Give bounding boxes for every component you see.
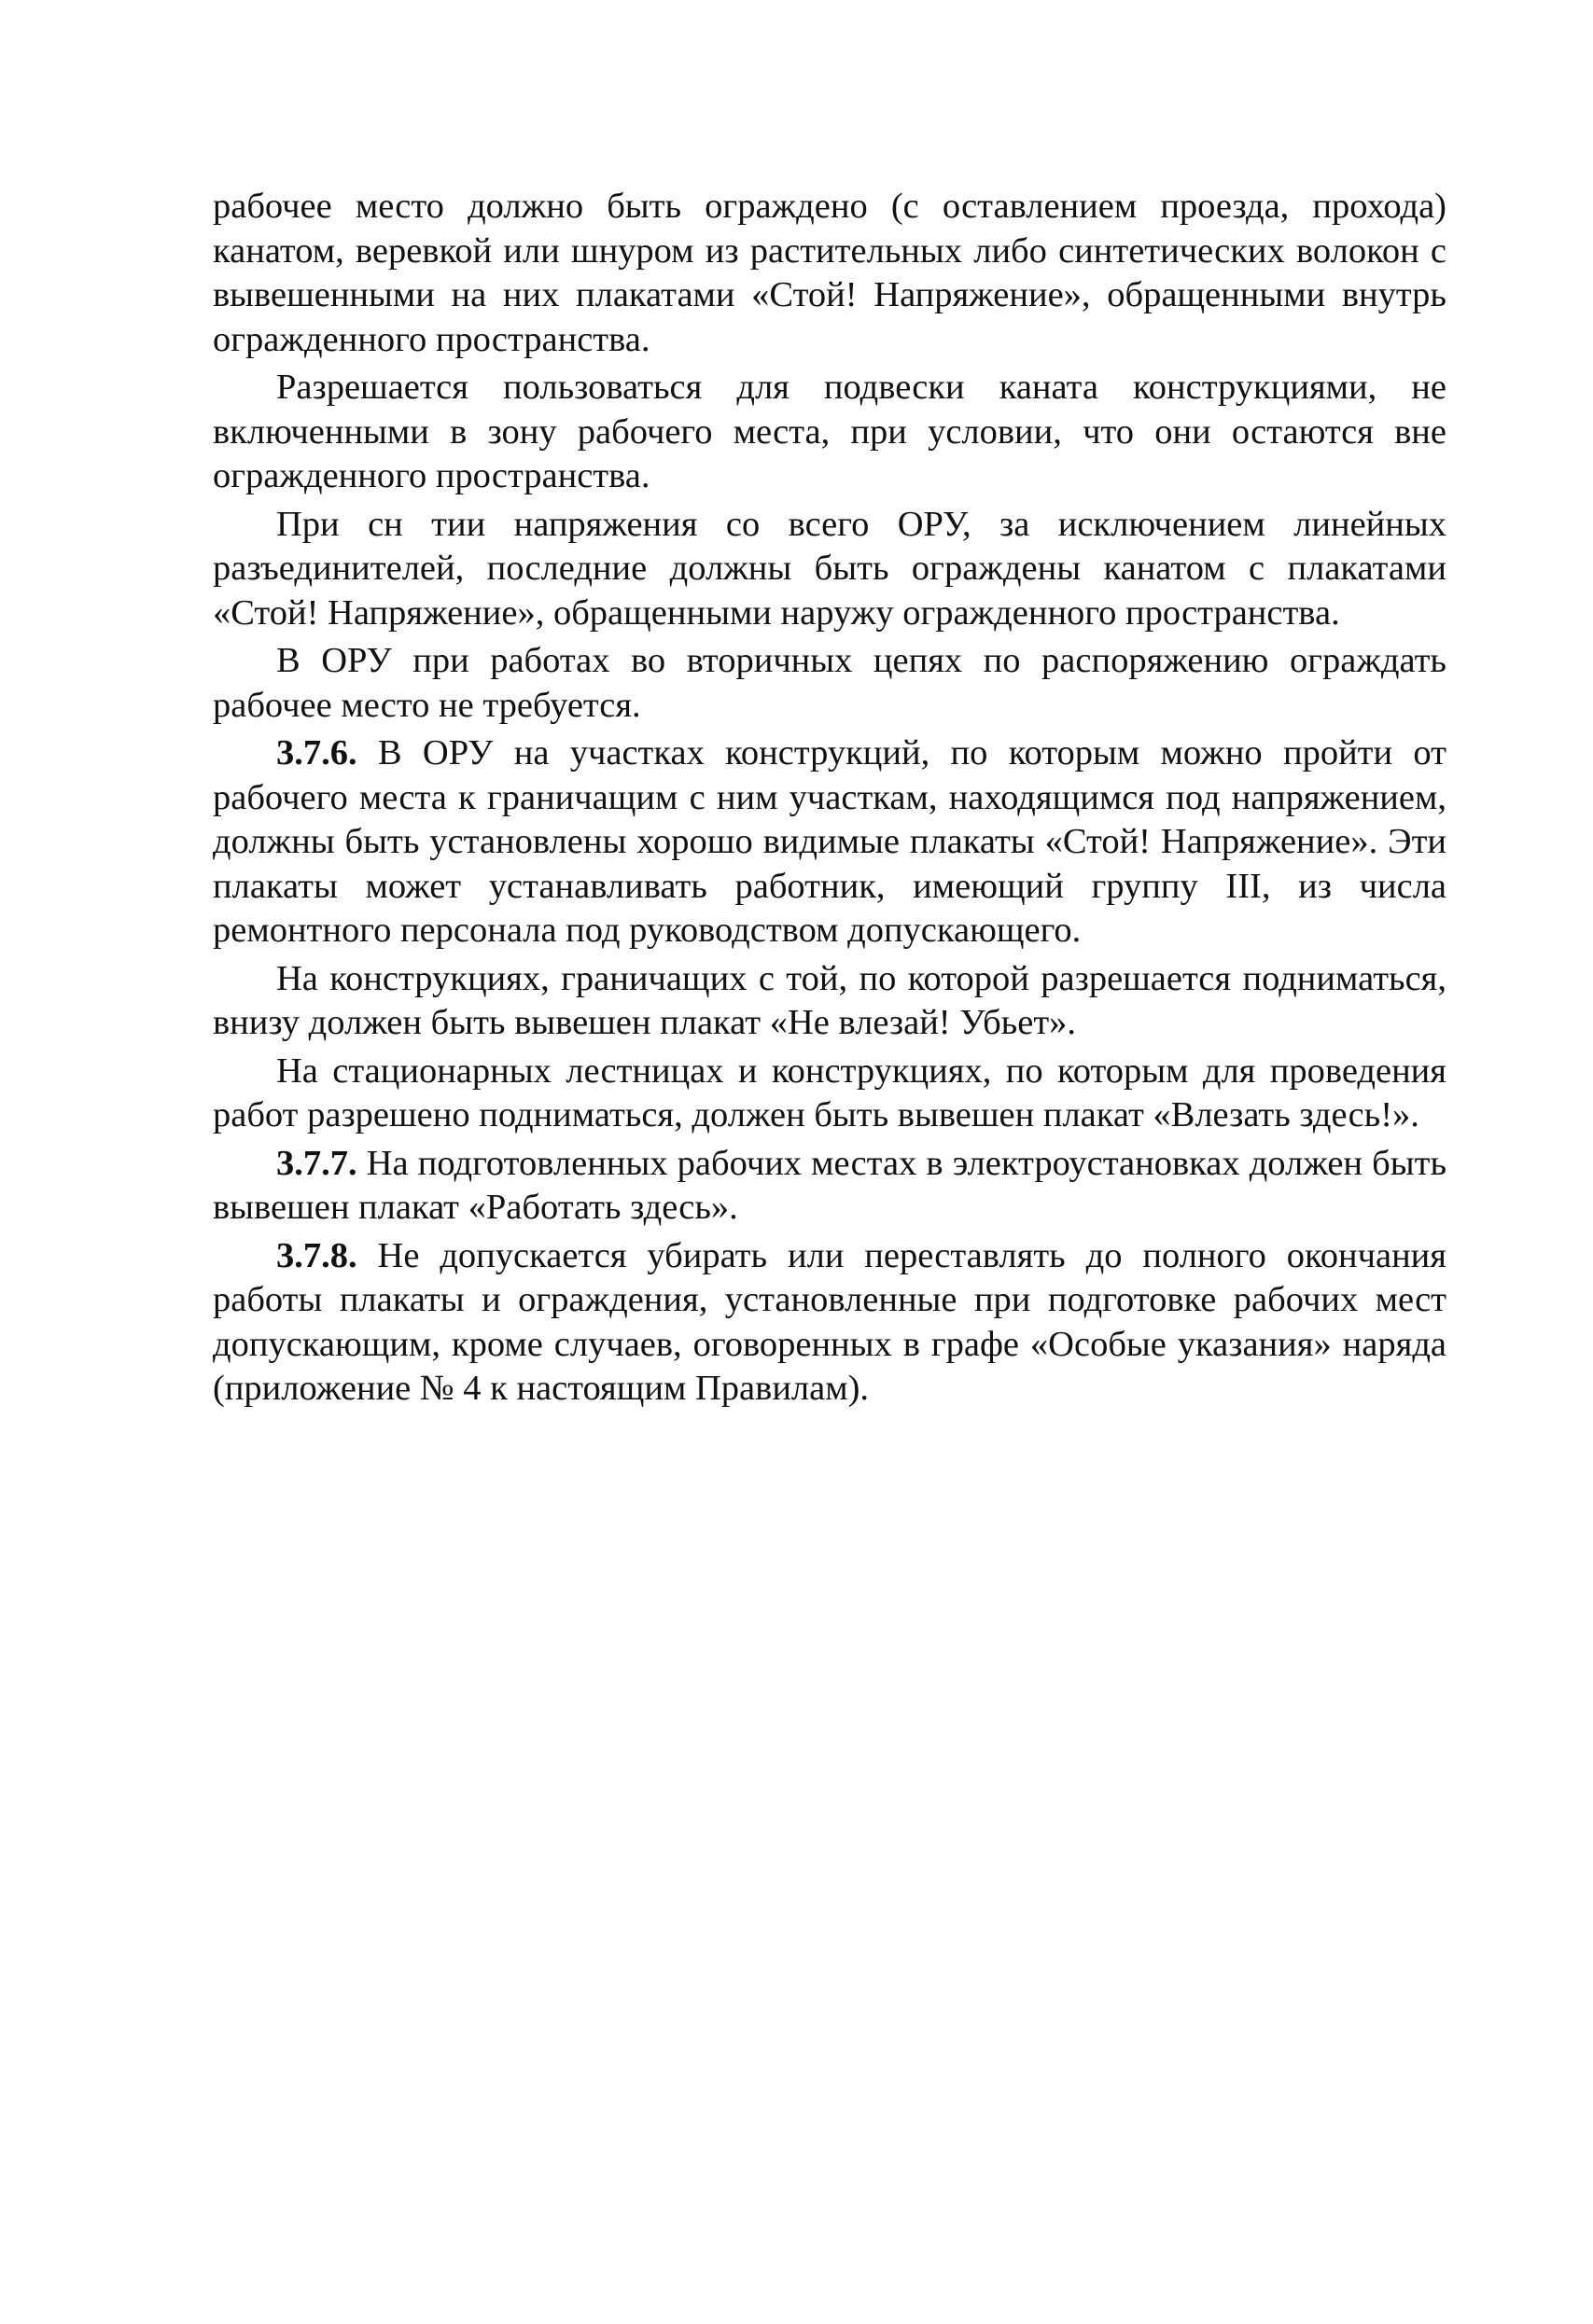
paragraph-text: На стационарных лестницах и конструкциях, по которым для проведения работ разрешено подниматься, должен быть вывешен плакат «Влезать здесь!». (213, 1051, 1446, 1134)
paragraph-text: На конструкциях, граничащих с той, по которой разрешается подниматься, внизу должен быть вывешен плакат «Не влезай! Убьет». (213, 958, 1446, 1042)
paragraph-text: рабочее место должно быть ограждено (с оставлением проезда, прохода) канатом, веревкой или шнуром из растительных либо синтетических волокон с вывешенными на них плакатами «Стой! Напряжение», обращенными внутрь огражденного пространства. (213, 187, 1446, 359)
section-3-7-6 (213, 731, 1446, 953)
paragraph-text: При сн тии напряжения со всего ОРУ, за исключением линейных разъединителей, последние должны быть ограждены канатом с плакатами «Стой! Напряжение», обращенными наружу огражденного пространства. (213, 504, 1446, 633)
paragraph-text: В ОРУ при работах во вторичных цепях по распоряжению ограждать рабочее место не требуется. (213, 641, 1446, 725)
paragraph-text: Разрешается пользоваться для подвески каната конструкциями, не включенными в зону рабочего места, при условии, что они остаются вне огражденного пространства. (213, 368, 1446, 495)
section-3-7-7 (213, 1142, 1446, 1231)
paragraph-text: Не допускается убирать или переставлять до полного окончания работы плакаты и ограждения, установленные при подготовке рабочих мест допускающим, кроме случаев, оговоренных в графе «Особые указания» наряда (приложение № 4 к настоящим Правилам). (213, 1235, 1446, 1408)
section-3-7-8 (213, 1234, 1446, 1412)
paragraph-climb-here (213, 1050, 1446, 1138)
section-number: 3.7.7. (276, 1143, 357, 1183)
paragraph-line-disconnectors (213, 503, 1446, 636)
paragraph-continuation (213, 185, 1446, 362)
section-number: 3.7.6. (276, 733, 357, 772)
paragraph-secondary-circuits (213, 639, 1446, 728)
section-number: 3.7.8. (276, 1235, 357, 1275)
paragraph-text: В ОРУ на участках конструкций, по которым можно пройти от рабочего места к граничащим с ним участкам, находящимся под напряжением, должны быть установлены хорошо видимые плакаты «Стой! Напряжение». Эти плакаты может устанавливать работник, имеющий группу III, из числа ремонтного персонала под руководством допускающего. (213, 733, 1446, 950)
paragraph-text: На подготовленных рабочих местах в электроустановках должен быть вывешен плакат «Работать здесь». (213, 1143, 1446, 1227)
paragraph-do-not-climb (213, 957, 1446, 1046)
paragraph-rope-supports (213, 366, 1446, 499)
document-body (213, 185, 1446, 1415)
